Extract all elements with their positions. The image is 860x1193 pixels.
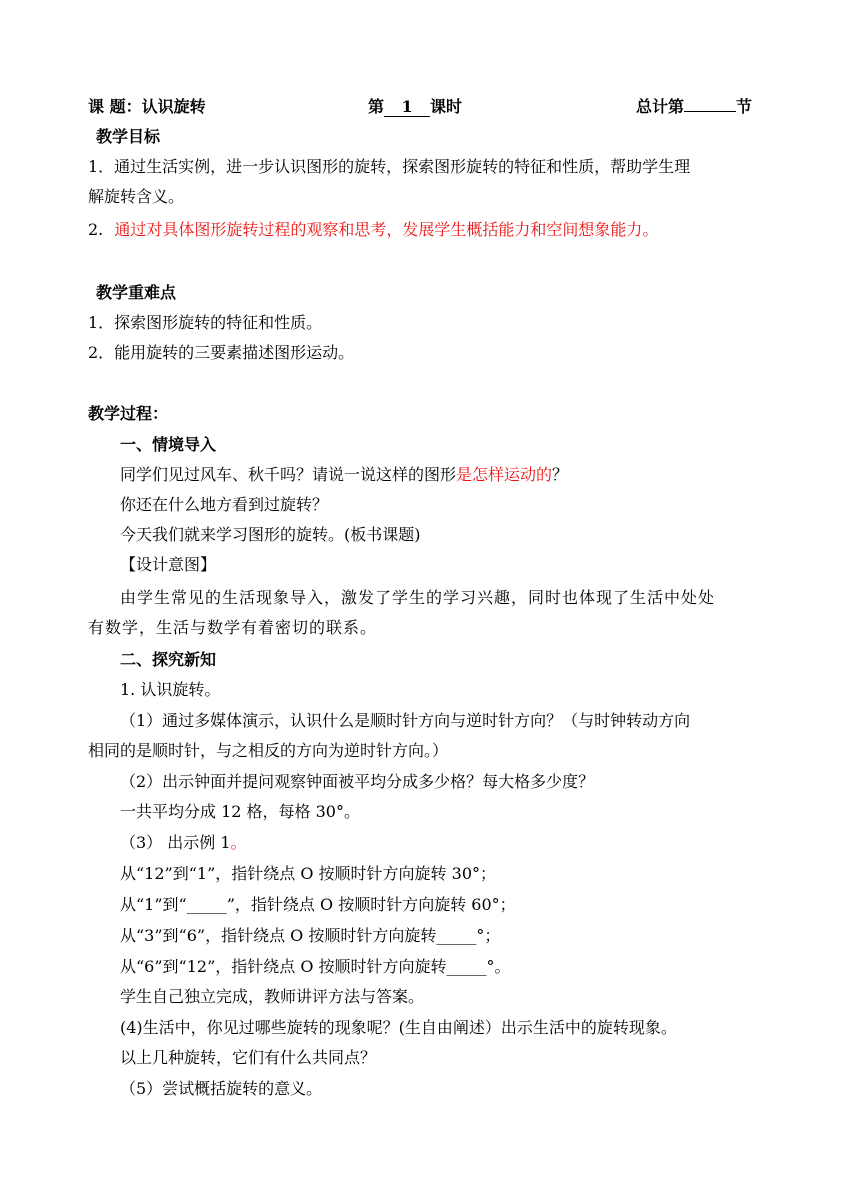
example-line-4: 从“6”到“12”，指针绕点 O 按顺时针方向旋转_____°。 — [120, 957, 511, 976]
section-2-p1-line-2: 相同的是顺时针，与之相反的方向为逆时针方向。） — [88, 741, 449, 760]
goal-2-number: 2. — [88, 220, 109, 239]
section-2-p3 — [120, 833, 247, 853]
section-1-p1-text: 同学们见过风车、秋千吗？请说一说这样的图形 — [120, 465, 457, 484]
section-2-title: 二、探究新知 — [120, 650, 217, 669]
total-prefix: 总计第 — [636, 97, 685, 116]
lesson-count — [368, 97, 462, 117]
goal-2 — [88, 220, 658, 240]
section-2-p4: (4)生活中，你见过哪些旋转的现象呢？(生自由阐述）出示生活中的旋转现象。 — [120, 1018, 677, 1037]
total-number — [684, 111, 736, 112]
design-intent-line-2: 有数学，生活与数学有着密切的联系。 — [88, 618, 378, 637]
total-count — [636, 97, 752, 117]
section-2-p1-line-1: （1）通过多媒体演示，认识什么是顺时针方向与逆时针方向？（与时钟转动方向 — [120, 711, 691, 730]
lesson-number: 1 — [384, 98, 430, 117]
lesson-prefix: 第 — [368, 97, 385, 116]
example-line-1: 从“12”到“1”，指针绕点 O 按顺时针方向旋转 30°； — [120, 864, 496, 883]
topic-title: 课 题：认识旋转 — [88, 97, 206, 116]
section-2-p3-text: （3） 出示例 1 — [120, 833, 231, 852]
goals-heading: 教学目标 — [96, 127, 161, 146]
section-1-p2: 你还在什么地方看到过旋转？ — [120, 495, 329, 514]
section-1-p1 — [120, 465, 568, 485]
lesson-suffix: 课时 — [430, 97, 463, 116]
key-points-heading: 教学重难点 — [96, 283, 177, 302]
example-line-2: 从“1”到“_____”，指针绕点 O 按顺时针方向旋转 60°； — [120, 895, 516, 914]
design-intent-label: 【设计意图】 — [120, 555, 217, 574]
section-2-p4-question: 以上几种旋转，它们有什么共同点？ — [120, 1048, 377, 1067]
key-point-1: 1．探索图形旋转的特征和性质。 — [88, 313, 323, 332]
section-2-p3-mark: 。 — [230, 833, 247, 852]
section-1-title: 一、情境导入 — [120, 435, 217, 454]
total-suffix: 节 — [736, 97, 753, 116]
section-1-p3: 今天我们就来学习图形的旋转。(板书课题) — [120, 525, 421, 544]
section-2-p2-answer: 一共平均分成 12 格，每格 30°。 — [120, 802, 360, 821]
key-point-2: 2．能用旋转的三要素描述图形运动。 — [88, 343, 355, 362]
example-note: 学生自己独立完成，教师讲评方法与答案。 — [120, 987, 425, 1006]
section-1-p1-highlight: 是怎样运动的 — [456, 465, 553, 484]
example-line-3: 从“3”到“6”，指针绕点 O 按顺时针方向旋转_____°； — [120, 926, 501, 945]
design-intent-line-1: 由学生常见的生活现象导入，激发了学生的学习兴趣，同时也体现了生活中处处 — [120, 588, 716, 607]
section-1-p1-end: ？ — [552, 465, 569, 484]
goal-2-text: 通过对具体图形旋转过程的观察和思考，发展学生概括能力和空间想象能力。 — [114, 220, 659, 239]
section-2-p5: （5）尝试概括旋转的意义。 — [120, 1079, 323, 1098]
section-2-s1: 1. 认识旋转。 — [120, 680, 221, 699]
goal-1-line-2: 解旋转含义。 — [88, 187, 185, 206]
goal-1-line-1: 1．通过生活实例，进一步认识图形的旋转，探索图形旋转的特征和性质，帮助学生理 — [88, 157, 691, 176]
section-2-p2: （2）出示钟面并提问观察钟面被平均分成多少格？每大格多少度？ — [120, 772, 595, 791]
process-heading: 教学过程： — [88, 404, 169, 423]
